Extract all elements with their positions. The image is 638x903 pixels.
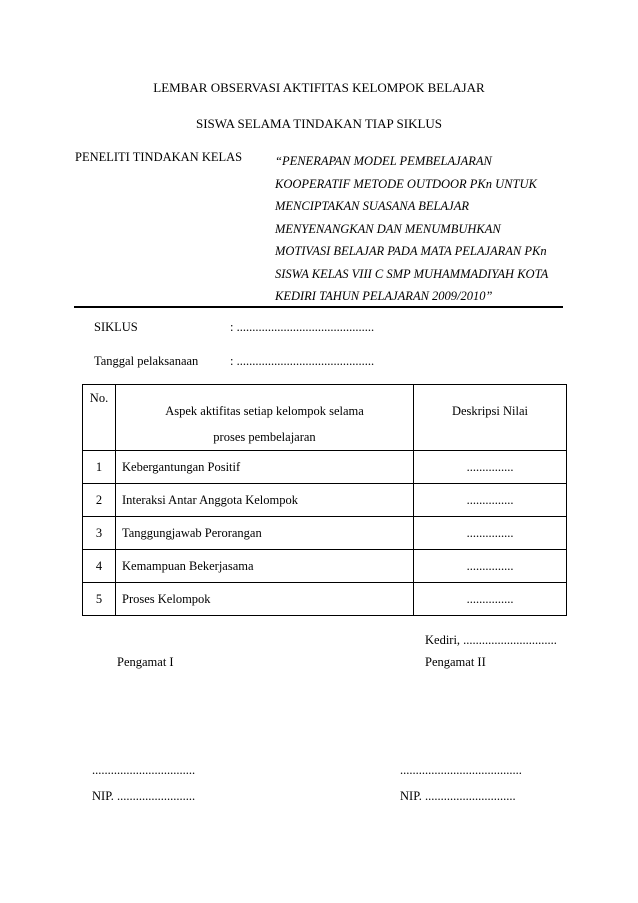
document-title-line1: LEMBAR OBSERVASI AKTIFITAS KELOMPOK BELAJAR (153, 80, 485, 95)
research-title-line: KEDIRI TAHUN PELAJARAN 2009/2010” (275, 289, 493, 303)
observer2-nip: NIP. ............................. (400, 789, 516, 803)
siklus-label: SIKLUS (94, 320, 138, 334)
siklus-value: : ............................................ (230, 320, 375, 334)
row-value[interactable]: ............... (414, 517, 567, 550)
row-number: 4 (83, 550, 116, 583)
research-title-line: “PENERAPAN MODEL PEMBELAJARAN (275, 154, 492, 168)
row-value[interactable]: ............... (414, 451, 567, 484)
date-value: : ............................................ (230, 354, 375, 368)
observer2-name: ....................................... (400, 763, 522, 777)
header-divider (74, 306, 563, 308)
row-value[interactable]: ............... (414, 550, 567, 583)
research-label: PENELITI TINDAKAN KELAS (75, 150, 243, 164)
row-aspect: Interaksi Antar Anggota Kelompok (116, 484, 414, 517)
header-aspect: Aspek aktifitas setiap kelompok selama proses pembelajaran (116, 385, 414, 451)
observer1-title: Pengamat I (117, 655, 174, 669)
row-number: 2 (83, 484, 116, 517)
research-title-line: MENCIPTAKAN SUASANA BELAJAR (275, 199, 469, 213)
row-number: 1 (83, 451, 116, 484)
research-title-line: MOTIVASI BELAJAR PADA MATA PELAJARAN PKn (275, 244, 547, 258)
table-row (83, 517, 567, 550)
table-row (83, 451, 567, 484)
header-no: No. (83, 385, 116, 451)
date-label: Tanggal pelaksanaan (94, 354, 199, 368)
row-value[interactable]: ............... (414, 583, 567, 616)
research-title-line: SISWA KELAS VIII C SMP MUHAMMADIYAH KOTA (275, 266, 549, 281)
document-title-line2: SISWA SELAMA TINDAKAN TIAP SIKLUS (195, 116, 443, 131)
research-title-line: KOOPERATIF METODE OUTDOOR PKn UNTUK (275, 176, 537, 191)
header-description: Deskripsi Nilai (414, 385, 567, 451)
research-title (275, 150, 548, 308)
row-value[interactable]: ............... (414, 484, 567, 517)
observer1-name: ................................. (92, 763, 196, 777)
table-row (83, 550, 567, 583)
observation-table (82, 384, 567, 616)
row-aspect: Proses Kelompok (116, 583, 414, 616)
table-row (83, 484, 567, 517)
row-aspect: Kebergantungan Positif (116, 451, 414, 484)
row-aspect: Tanggungjawab Perorangan (116, 517, 414, 550)
table-row (83, 583, 567, 616)
table-header-row (83, 385, 567, 451)
observer2-title: Pengamat II (425, 655, 486, 669)
row-number: 3 (83, 517, 116, 550)
row-aspect: Kemampuan Bekerjasama (116, 550, 414, 583)
row-number: 5 (83, 583, 116, 616)
research-title-line: MENYENANGKAN DAN MENUMBUHKAN (275, 221, 501, 236)
place-date: Kediri, .............................. (425, 633, 557, 647)
observer1-nip: NIP. ......................... (92, 789, 196, 803)
